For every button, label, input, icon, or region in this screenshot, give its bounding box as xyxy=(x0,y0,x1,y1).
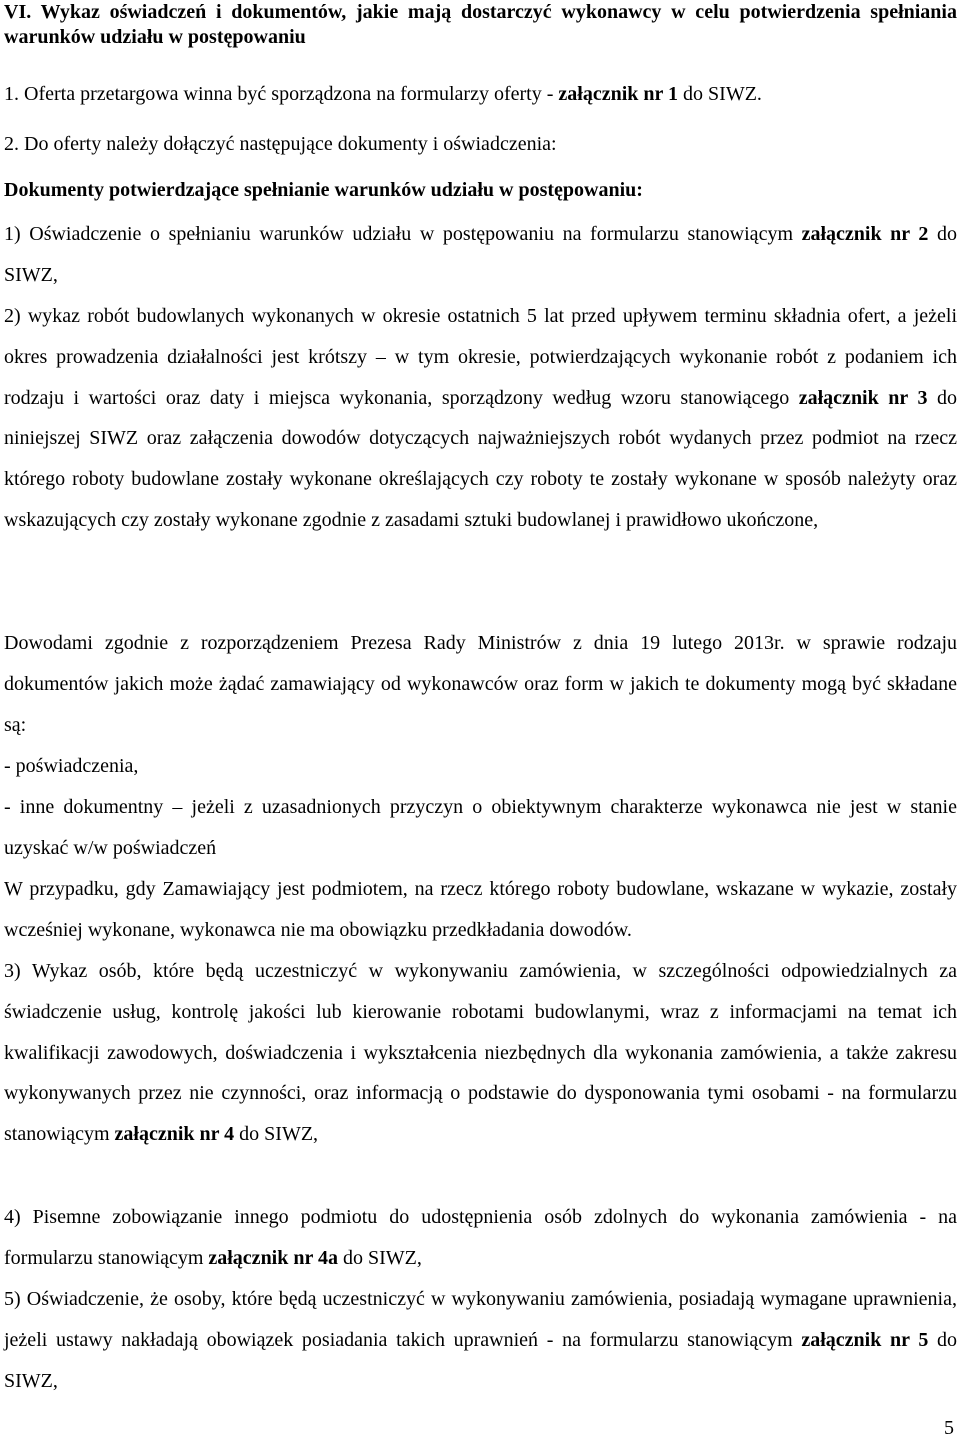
item-1-text: 1. Oferta przetargowa winna być sporządzona na formularzy oferty - xyxy=(4,83,559,105)
point-2-evidence xyxy=(4,623,957,745)
point-5-text: 5) Oświadczenie, że osoby, które będą uczestniczyć w wykonywaniu zamówienia, posiadają wymagane uprawnienia, jeżeli ustawy nakładają obowiązek posiadania takich uprawnień - na formularzu stanowiącym xyxy=(4,1288,957,1351)
point-5-suffix: do SIWZ, xyxy=(4,1328,958,1392)
point-1 xyxy=(4,214,957,296)
point-2-note-text: W przypadku, gdy Zamawiający jest podmiotem, na rzecz którego roboty budowlane, wskazane w wykazie, zostały wcześniej wykonane, wykonawca nie ma obowiązku przedkładania dowodów. xyxy=(4,878,957,941)
point-2-text: 2) wykaz robót budowlanych wykonanych w okresie ostatnich 5 lat przed upływem terminu składnia ofert, a jeżeli okres prowadzenia działalności jest krótszy – w tym okresie, potwierdzających wykonanie robót z podaniem ich rodzaju i wartości oraz daty i miejsca wykonania, sporządzony według wzoru stanowiącego xyxy=(4,305,957,409)
point-1-suffix: do SIWZ, xyxy=(4,223,957,286)
point-1-attachment-ref: załącznik nr 2 xyxy=(801,223,929,245)
point-3 xyxy=(4,951,957,1155)
point-2-list-item-1-text: - poświadczenia, xyxy=(4,755,139,777)
item-2 xyxy=(4,124,957,165)
section-heading xyxy=(4,0,957,50)
point-2-note xyxy=(4,869,957,951)
point-2 xyxy=(4,296,957,541)
point-2-list-item-1 xyxy=(4,746,957,787)
point-2-suffix: do niniejszej SIWZ oraz załączenia dowodów dotyczących najważniejszych robót wydanych przez podmiot na rzecz którego roboty budowlane zostały wykonane określających czy roboty te zostały wykonane w sposób należyty oraz wskazujących czy zostały wykonane zgodnie z zasadami sztuki budowlanej i prawidłowo ukończone, xyxy=(4,386,957,531)
documents-heading-text: Dokumenty potwierdzające spełnianie warunków udziału w postępowaniu: xyxy=(4,179,643,201)
item-1-attachment-ref: załącznik nr 1 xyxy=(558,83,679,105)
item-2-text: 2. Do oferty należy dołączyć następujące dokumenty i oświadczenia: xyxy=(4,133,557,155)
documents-heading xyxy=(4,170,957,211)
point-4 xyxy=(4,1197,957,1279)
point-5 xyxy=(4,1279,957,1401)
point-3-attachment-ref: załącznik nr 4 xyxy=(114,1123,235,1146)
item-1-suffix: do SIWZ. xyxy=(678,83,762,105)
point-1-text: 1) Oświadczenie o spełnianiu warunków udziału w postępowaniu na formularzu stanowiącym xyxy=(4,223,802,245)
point-4-text: 4) Pisemne zobowiązanie innego podmiotu do udostępnienia osób zdolnych do wykonania zamówienia - na formularzu stanowiącym xyxy=(4,1206,957,1269)
point-4-attachment-ref: załącznik nr 4a xyxy=(208,1246,339,1269)
page-number: 5 xyxy=(944,1417,954,1439)
point-2-list-item-2 xyxy=(4,787,957,869)
point-5-attachment-ref: załącznik nr 5 xyxy=(801,1328,929,1351)
point-4-suffix: do SIWZ, xyxy=(338,1246,422,1269)
point-2-list-item-2-text: - inne dokumentny – jeżeli z uzasadnionych przyczyn o obiektywnym charakterze wykonawca nie jest w stanie uzyskać w/w poświadczeń xyxy=(4,796,957,859)
point-3-suffix: do SIWZ, xyxy=(234,1123,319,1146)
item-1 xyxy=(4,74,957,115)
point-2-evidence-text: Dowodami zgodnie z rozporządzeniem Prezesa Rady Ministrów z dnia 19 lutego 2013r. w sprawie rodzaju dokumentów jakich może żądać zamawiający od wykonawców oraz form w jakich te dokumenty mogą być składane są: xyxy=(4,632,957,736)
section-heading-text: VI. Wykaz oświadczeń i dokumentów, jakie mają dostarczyć wykonawcy w celu potwierdzenia spełniania warunków udziału w postępowaniu xyxy=(4,1,957,48)
point-3-text: 3) Wykaz osób, które będą uczestniczyć w wykonywaniu zamówienia, w szczególności odpowiedzialnych za świadczenie usług, kontrolę jakości lub kierowanie robotami budowlanymi, wraz z informacjami na temat ich kwalifikacji zawodowych, doświadczenia i wykształcenia niezbędnych dla wykonania zamówienia, a także zakresu wykonywanych przez nie czynności, oraz informacją o podstawie do dysponowania tymi osobami - na formularzu stanowiącym xyxy=(4,960,957,1146)
point-2-attachment-ref: załącznik nr 3 xyxy=(798,386,928,409)
